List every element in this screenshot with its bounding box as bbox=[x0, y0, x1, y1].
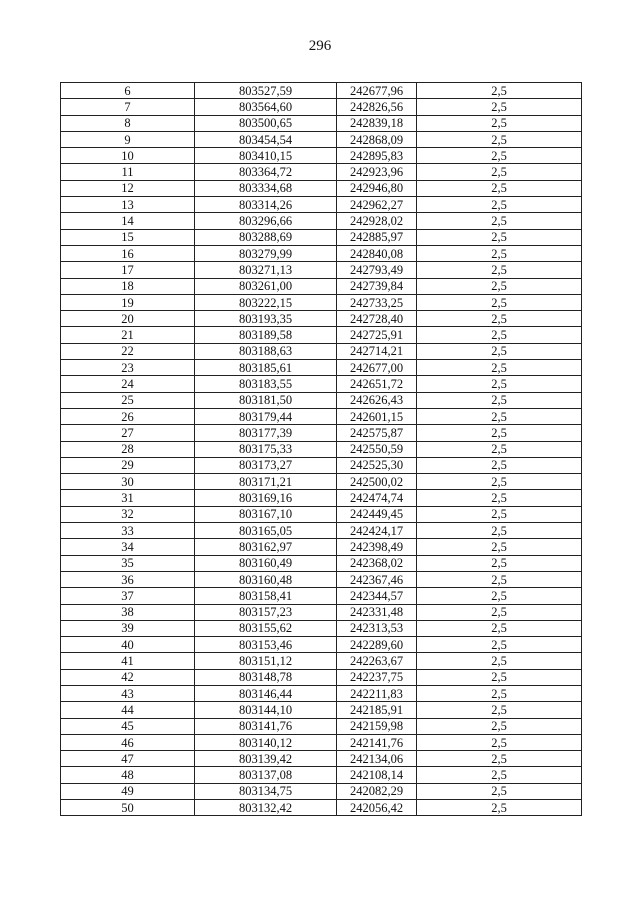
x-coordinate-cell: 803137,08 bbox=[195, 767, 337, 783]
table-row bbox=[61, 99, 582, 115]
table-row bbox=[61, 490, 582, 506]
y-coordinate-cell: 242237,75 bbox=[337, 669, 417, 685]
table-row bbox=[61, 474, 582, 490]
table-row bbox=[61, 213, 582, 229]
x-coordinate-cell: 803177,39 bbox=[195, 425, 337, 441]
table-row bbox=[61, 718, 582, 734]
accuracy-cell: 2,5 bbox=[417, 571, 582, 587]
point-number-cell: 25 bbox=[61, 392, 195, 408]
y-coordinate-cell: 242928,02 bbox=[337, 213, 417, 229]
accuracy-cell: 2,5 bbox=[417, 800, 582, 816]
table-row bbox=[61, 343, 582, 359]
point-number-cell: 39 bbox=[61, 620, 195, 636]
x-coordinate-cell: 803179,44 bbox=[195, 408, 337, 424]
table-row bbox=[61, 425, 582, 441]
accuracy-cell: 2,5 bbox=[417, 718, 582, 734]
accuracy-cell: 2,5 bbox=[417, 637, 582, 653]
y-coordinate-cell: 242923,96 bbox=[337, 164, 417, 180]
x-coordinate-cell: 803364,72 bbox=[195, 164, 337, 180]
x-coordinate-cell: 803185,61 bbox=[195, 360, 337, 376]
y-coordinate-cell: 242344,57 bbox=[337, 588, 417, 604]
table-row bbox=[61, 148, 582, 164]
y-coordinate-cell: 242313,53 bbox=[337, 620, 417, 636]
point-number-cell: 15 bbox=[61, 229, 195, 245]
y-coordinate-cell: 242677,96 bbox=[337, 83, 417, 99]
y-coordinate-cell: 242677,00 bbox=[337, 360, 417, 376]
y-coordinate-cell: 242331,48 bbox=[337, 604, 417, 620]
table-row bbox=[61, 767, 582, 783]
table-row bbox=[61, 620, 582, 636]
x-coordinate-cell: 803288,69 bbox=[195, 229, 337, 245]
accuracy-cell: 2,5 bbox=[417, 408, 582, 424]
x-coordinate-cell: 803527,59 bbox=[195, 83, 337, 99]
point-number-cell: 17 bbox=[61, 262, 195, 278]
accuracy-cell: 2,5 bbox=[417, 767, 582, 783]
accuracy-cell: 2,5 bbox=[417, 115, 582, 131]
point-number-cell: 43 bbox=[61, 685, 195, 701]
table-row bbox=[61, 800, 582, 816]
table-row bbox=[61, 229, 582, 245]
point-number-cell: 18 bbox=[61, 278, 195, 294]
point-number-cell: 27 bbox=[61, 425, 195, 441]
accuracy-cell: 2,5 bbox=[417, 360, 582, 376]
accuracy-cell: 2,5 bbox=[417, 278, 582, 294]
table-row bbox=[61, 441, 582, 457]
point-number-cell: 32 bbox=[61, 506, 195, 522]
y-coordinate-cell: 242728,40 bbox=[337, 311, 417, 327]
x-coordinate-cell: 803189,58 bbox=[195, 327, 337, 343]
point-number-cell: 48 bbox=[61, 767, 195, 783]
y-coordinate-cell: 242500,02 bbox=[337, 474, 417, 490]
accuracy-cell: 2,5 bbox=[417, 523, 582, 539]
point-number-cell: 50 bbox=[61, 800, 195, 816]
table-row bbox=[61, 327, 582, 343]
accuracy-cell: 2,5 bbox=[417, 490, 582, 506]
y-coordinate-cell: 242840,08 bbox=[337, 245, 417, 261]
accuracy-cell: 2,5 bbox=[417, 441, 582, 457]
point-number-cell: 38 bbox=[61, 604, 195, 620]
y-coordinate-cell: 242895,83 bbox=[337, 148, 417, 164]
point-number-cell: 44 bbox=[61, 702, 195, 718]
table-row bbox=[61, 408, 582, 424]
x-coordinate-cell: 803334,68 bbox=[195, 180, 337, 196]
point-number-cell: 9 bbox=[61, 131, 195, 147]
x-coordinate-cell: 803171,21 bbox=[195, 474, 337, 490]
point-number-cell: 22 bbox=[61, 343, 195, 359]
x-coordinate-cell: 803141,76 bbox=[195, 718, 337, 734]
x-coordinate-cell: 803132,42 bbox=[195, 800, 337, 816]
x-coordinate-cell: 803454,54 bbox=[195, 131, 337, 147]
point-number-cell: 20 bbox=[61, 311, 195, 327]
accuracy-cell: 2,5 bbox=[417, 620, 582, 636]
accuracy-cell: 2,5 bbox=[417, 604, 582, 620]
point-number-cell: 34 bbox=[61, 539, 195, 555]
table-row bbox=[61, 555, 582, 571]
accuracy-cell: 2,5 bbox=[417, 262, 582, 278]
page-number: 296 bbox=[308, 38, 332, 54]
accuracy-cell: 2,5 bbox=[417, 783, 582, 799]
table-row bbox=[61, 457, 582, 473]
table-row bbox=[61, 294, 582, 310]
accuracy-cell: 2,5 bbox=[417, 164, 582, 180]
x-coordinate-cell: 803169,16 bbox=[195, 490, 337, 506]
y-coordinate-cell: 242185,91 bbox=[337, 702, 417, 718]
accuracy-cell: 2,5 bbox=[417, 751, 582, 767]
table-row bbox=[61, 115, 582, 131]
point-number-cell: 14 bbox=[61, 213, 195, 229]
table-row bbox=[61, 278, 582, 294]
x-coordinate-cell: 803222,15 bbox=[195, 294, 337, 310]
y-coordinate-cell: 242733,25 bbox=[337, 294, 417, 310]
y-coordinate-cell: 242525,30 bbox=[337, 457, 417, 473]
y-coordinate-cell: 242714,21 bbox=[337, 343, 417, 359]
y-coordinate-cell: 242885,97 bbox=[337, 229, 417, 245]
x-coordinate-cell: 803153,46 bbox=[195, 637, 337, 653]
table-row bbox=[61, 702, 582, 718]
point-number-cell: 37 bbox=[61, 588, 195, 604]
x-coordinate-cell: 803160,49 bbox=[195, 555, 337, 571]
accuracy-cell: 2,5 bbox=[417, 539, 582, 555]
coordinates-table-body bbox=[61, 83, 582, 816]
accuracy-cell: 2,5 bbox=[417, 99, 582, 115]
table-row bbox=[61, 392, 582, 408]
accuracy-cell: 2,5 bbox=[417, 327, 582, 343]
point-number-cell: 49 bbox=[61, 783, 195, 799]
accuracy-cell: 2,5 bbox=[417, 197, 582, 213]
point-number-cell: 33 bbox=[61, 523, 195, 539]
y-coordinate-cell: 242367,46 bbox=[337, 571, 417, 587]
accuracy-cell: 2,5 bbox=[417, 131, 582, 147]
accuracy-cell: 2,5 bbox=[417, 474, 582, 490]
y-coordinate-cell: 242601,15 bbox=[337, 408, 417, 424]
x-coordinate-cell: 803271,13 bbox=[195, 262, 337, 278]
y-coordinate-cell: 242108,14 bbox=[337, 767, 417, 783]
table-row bbox=[61, 376, 582, 392]
table-row bbox=[61, 783, 582, 799]
x-coordinate-cell: 803148,78 bbox=[195, 669, 337, 685]
coordinates-table bbox=[60, 82, 582, 816]
accuracy-cell: 2,5 bbox=[417, 148, 582, 164]
table-row bbox=[61, 669, 582, 685]
point-number-cell: 16 bbox=[61, 245, 195, 261]
x-coordinate-cell: 803175,33 bbox=[195, 441, 337, 457]
y-coordinate-cell: 242946,80 bbox=[337, 180, 417, 196]
x-coordinate-cell: 803160,48 bbox=[195, 571, 337, 587]
accuracy-cell: 2,5 bbox=[417, 229, 582, 245]
point-number-cell: 31 bbox=[61, 490, 195, 506]
accuracy-cell: 2,5 bbox=[417, 555, 582, 571]
accuracy-cell: 2,5 bbox=[417, 343, 582, 359]
x-coordinate-cell: 803134,75 bbox=[195, 783, 337, 799]
point-number-cell: 46 bbox=[61, 734, 195, 750]
accuracy-cell: 2,5 bbox=[417, 457, 582, 473]
x-coordinate-cell: 803410,15 bbox=[195, 148, 337, 164]
x-coordinate-cell: 803261,00 bbox=[195, 278, 337, 294]
y-coordinate-cell: 242626,43 bbox=[337, 392, 417, 408]
x-coordinate-cell: 803193,35 bbox=[195, 311, 337, 327]
accuracy-cell: 2,5 bbox=[417, 311, 582, 327]
point-number-cell: 29 bbox=[61, 457, 195, 473]
x-coordinate-cell: 803162,97 bbox=[195, 539, 337, 555]
point-number-cell: 7 bbox=[61, 99, 195, 115]
table-row bbox=[61, 571, 582, 587]
point-number-cell: 47 bbox=[61, 751, 195, 767]
table-row bbox=[61, 197, 582, 213]
point-number-cell: 10 bbox=[61, 148, 195, 164]
accuracy-cell: 2,5 bbox=[417, 425, 582, 441]
accuracy-cell: 2,5 bbox=[417, 83, 582, 99]
y-coordinate-cell: 242474,74 bbox=[337, 490, 417, 506]
point-number-cell: 28 bbox=[61, 441, 195, 457]
table-row bbox=[61, 734, 582, 750]
table-row bbox=[61, 523, 582, 539]
table-row bbox=[61, 131, 582, 147]
x-coordinate-cell: 803146,44 bbox=[195, 685, 337, 701]
table-row bbox=[61, 83, 582, 99]
accuracy-cell: 2,5 bbox=[417, 506, 582, 522]
x-coordinate-cell: 803173,27 bbox=[195, 457, 337, 473]
y-coordinate-cell: 242550,59 bbox=[337, 441, 417, 457]
y-coordinate-cell: 242263,67 bbox=[337, 653, 417, 669]
x-coordinate-cell: 803165,05 bbox=[195, 523, 337, 539]
point-number-cell: 36 bbox=[61, 571, 195, 587]
table-row bbox=[61, 751, 582, 767]
accuracy-cell: 2,5 bbox=[417, 294, 582, 310]
point-number-cell: 45 bbox=[61, 718, 195, 734]
x-coordinate-cell: 803151,12 bbox=[195, 653, 337, 669]
point-number-cell: 41 bbox=[61, 653, 195, 669]
point-number-cell: 8 bbox=[61, 115, 195, 131]
point-number-cell: 6 bbox=[61, 83, 195, 99]
x-coordinate-cell: 803157,23 bbox=[195, 604, 337, 620]
x-coordinate-cell: 803500,65 bbox=[195, 115, 337, 131]
accuracy-cell: 2,5 bbox=[417, 392, 582, 408]
y-coordinate-cell: 242575,87 bbox=[337, 425, 417, 441]
accuracy-cell: 2,5 bbox=[417, 734, 582, 750]
table-row bbox=[61, 360, 582, 376]
y-coordinate-cell: 242868,09 bbox=[337, 131, 417, 147]
table-row bbox=[61, 653, 582, 669]
table-row bbox=[61, 164, 582, 180]
point-number-cell: 40 bbox=[61, 637, 195, 653]
x-coordinate-cell: 803139,42 bbox=[195, 751, 337, 767]
x-coordinate-cell: 803155,62 bbox=[195, 620, 337, 636]
accuracy-cell: 2,5 bbox=[417, 685, 582, 701]
x-coordinate-cell: 803296,66 bbox=[195, 213, 337, 229]
y-coordinate-cell: 242839,18 bbox=[337, 115, 417, 131]
y-coordinate-cell: 242826,56 bbox=[337, 99, 417, 115]
point-number-cell: 24 bbox=[61, 376, 195, 392]
point-number-cell: 12 bbox=[61, 180, 195, 196]
x-coordinate-cell: 803188,63 bbox=[195, 343, 337, 359]
table-row bbox=[61, 539, 582, 555]
y-coordinate-cell: 242424,17 bbox=[337, 523, 417, 539]
y-coordinate-cell: 242289,60 bbox=[337, 637, 417, 653]
table-row bbox=[61, 262, 582, 278]
point-number-cell: 19 bbox=[61, 294, 195, 310]
x-coordinate-cell: 803564,60 bbox=[195, 99, 337, 115]
y-coordinate-cell: 242739,84 bbox=[337, 278, 417, 294]
y-coordinate-cell: 242962,27 bbox=[337, 197, 417, 213]
point-number-cell: 42 bbox=[61, 669, 195, 685]
accuracy-cell: 2,5 bbox=[417, 669, 582, 685]
point-number-cell: 21 bbox=[61, 327, 195, 343]
table-row bbox=[61, 685, 582, 701]
table-row bbox=[61, 311, 582, 327]
table-row bbox=[61, 180, 582, 196]
table-row bbox=[61, 588, 582, 604]
x-coordinate-cell: 803158,41 bbox=[195, 588, 337, 604]
point-number-cell: 11 bbox=[61, 164, 195, 180]
x-coordinate-cell: 803140,12 bbox=[195, 734, 337, 750]
y-coordinate-cell: 242449,45 bbox=[337, 506, 417, 522]
x-coordinate-cell: 803183,55 bbox=[195, 376, 337, 392]
accuracy-cell: 2,5 bbox=[417, 376, 582, 392]
accuracy-cell: 2,5 bbox=[417, 245, 582, 261]
y-coordinate-cell: 242159,98 bbox=[337, 718, 417, 734]
y-coordinate-cell: 242793,49 bbox=[337, 262, 417, 278]
table-row bbox=[61, 637, 582, 653]
point-number-cell: 30 bbox=[61, 474, 195, 490]
x-coordinate-cell: 803144,10 bbox=[195, 702, 337, 718]
accuracy-cell: 2,5 bbox=[417, 702, 582, 718]
y-coordinate-cell: 242211,83 bbox=[337, 685, 417, 701]
x-coordinate-cell: 803279,99 bbox=[195, 245, 337, 261]
table-row bbox=[61, 506, 582, 522]
x-coordinate-cell: 803167,10 bbox=[195, 506, 337, 522]
x-coordinate-cell: 803314,26 bbox=[195, 197, 337, 213]
point-number-cell: 26 bbox=[61, 408, 195, 424]
point-number-cell: 35 bbox=[61, 555, 195, 571]
y-coordinate-cell: 242134,06 bbox=[337, 751, 417, 767]
y-coordinate-cell: 242398,49 bbox=[337, 539, 417, 555]
y-coordinate-cell: 242651,72 bbox=[337, 376, 417, 392]
y-coordinate-cell: 242082,29 bbox=[337, 783, 417, 799]
point-number-cell: 23 bbox=[61, 360, 195, 376]
point-number-cell: 13 bbox=[61, 197, 195, 213]
y-coordinate-cell: 242141,76 bbox=[337, 734, 417, 750]
table-row bbox=[61, 604, 582, 620]
y-coordinate-cell: 242368,02 bbox=[337, 555, 417, 571]
table-row bbox=[61, 245, 582, 261]
accuracy-cell: 2,5 bbox=[417, 213, 582, 229]
y-coordinate-cell: 242056,42 bbox=[337, 800, 417, 816]
x-coordinate-cell: 803181,50 bbox=[195, 392, 337, 408]
accuracy-cell: 2,5 bbox=[417, 180, 582, 196]
accuracy-cell: 2,5 bbox=[417, 588, 582, 604]
y-coordinate-cell: 242725,91 bbox=[337, 327, 417, 343]
accuracy-cell: 2,5 bbox=[417, 653, 582, 669]
